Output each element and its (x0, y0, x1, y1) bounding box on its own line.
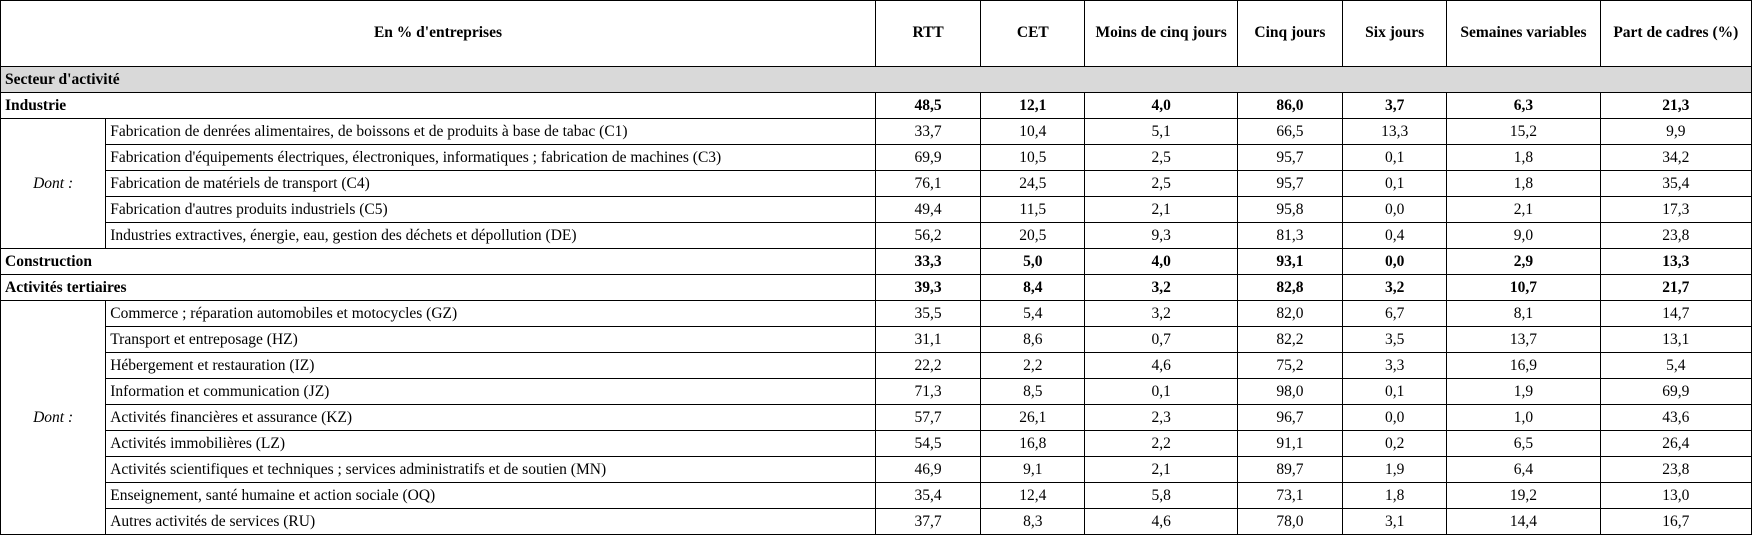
value-cell: 54,5 (875, 431, 980, 457)
section-label: Secteur d'activité (1, 67, 1752, 93)
header-cell: Semaines variables (1447, 1, 1600, 67)
row-label: Information et communication (JZ) (106, 379, 876, 405)
value-cell: 93,1 (1237, 249, 1342, 275)
value-cell: 0,0 (1343, 405, 1447, 431)
value-cell: 2,1 (1085, 197, 1237, 223)
sector-label: Activités tertiaires (1, 275, 876, 301)
value-cell: 3,5 (1343, 327, 1447, 353)
dont-label: Dont : (1, 119, 106, 249)
value-cell: 1,8 (1343, 483, 1447, 509)
table-row (1, 353, 1752, 379)
total-row (1, 93, 1752, 119)
value-cell: 5,1 (1085, 119, 1237, 145)
value-cell: 2,2 (981, 353, 1085, 379)
value-cell: 43,6 (1600, 405, 1751, 431)
value-cell: 9,9 (1600, 119, 1751, 145)
value-cell: 3,2 (1085, 275, 1237, 301)
value-cell: 22,2 (875, 353, 980, 379)
value-cell: 69,9 (1600, 379, 1751, 405)
value-cell: 56,2 (875, 223, 980, 249)
value-cell: 2,3 (1085, 405, 1237, 431)
table-row (1, 457, 1752, 483)
header-cell: Part de cadres (%) (1600, 1, 1751, 67)
value-cell: 24,5 (981, 171, 1085, 197)
value-cell: 82,2 (1237, 327, 1342, 353)
value-cell: 49,4 (875, 197, 980, 223)
value-cell: 82,8 (1237, 275, 1342, 301)
value-cell: 48,5 (875, 93, 980, 119)
value-cell: 1,9 (1343, 457, 1447, 483)
value-cell: 21,7 (1600, 275, 1751, 301)
value-cell: 91,1 (1237, 431, 1342, 457)
table-row (1, 119, 1752, 145)
sector-label: Industrie (1, 93, 876, 119)
value-cell: 0,4 (1343, 223, 1447, 249)
value-cell: 3,1 (1343, 509, 1447, 535)
value-cell: 0,1 (1343, 171, 1447, 197)
value-cell: 16,9 (1447, 353, 1600, 379)
value-cell: 10,4 (981, 119, 1085, 145)
table-row (1, 379, 1752, 405)
row-label: Industries extractives, énergie, eau, gestion des déchets et dépollution (DE) (106, 223, 876, 249)
value-cell: 81,3 (1237, 223, 1342, 249)
value-cell: 3,7 (1343, 93, 1447, 119)
value-cell: 12,4 (981, 483, 1085, 509)
value-cell: 35,4 (875, 483, 980, 509)
value-cell: 6,3 (1447, 93, 1600, 119)
value-cell: 12,1 (981, 93, 1085, 119)
table-row (1, 431, 1752, 457)
value-cell: 8,4 (981, 275, 1085, 301)
value-cell: 8,1 (1447, 301, 1600, 327)
value-cell: 0,0 (1343, 197, 1447, 223)
value-cell: 71,3 (875, 379, 980, 405)
value-cell: 4,6 (1085, 353, 1237, 379)
value-cell: 26,4 (1600, 431, 1751, 457)
value-cell: 3,2 (1085, 301, 1237, 327)
table-row (1, 327, 1752, 353)
value-cell: 26,1 (981, 405, 1085, 431)
value-cell: 9,3 (1085, 223, 1237, 249)
row-label: Fabrication d'autres produits industriels (C5) (106, 197, 876, 223)
value-cell: 1,0 (1447, 405, 1600, 431)
value-cell: 89,7 (1237, 457, 1342, 483)
value-cell: 23,8 (1600, 457, 1751, 483)
value-cell: 4,0 (1085, 249, 1237, 275)
header-corner-cell: En % d'entreprises (1, 1, 876, 67)
row-label: Activités immobilières (LZ) (106, 431, 876, 457)
value-cell: 16,7 (1600, 509, 1751, 535)
value-cell: 2,5 (1085, 145, 1237, 171)
value-cell: 96,7 (1237, 405, 1342, 431)
value-cell: 46,9 (875, 457, 980, 483)
value-cell: 21,3 (1600, 93, 1751, 119)
table-row (1, 483, 1752, 509)
value-cell: 82,0 (1237, 301, 1342, 327)
value-cell: 2,1 (1085, 457, 1237, 483)
table-row (1, 301, 1752, 327)
value-cell: 95,7 (1237, 171, 1342, 197)
value-cell: 8,5 (981, 379, 1085, 405)
value-cell: 8,3 (981, 509, 1085, 535)
value-cell: 4,0 (1085, 93, 1237, 119)
value-cell: 0,2 (1343, 431, 1447, 457)
row-label: Enseignement, santé humaine et action sociale (OQ) (106, 483, 876, 509)
value-cell: 1,8 (1447, 145, 1600, 171)
value-cell: 33,3 (875, 249, 980, 275)
table-row (1, 171, 1752, 197)
value-cell: 95,8 (1237, 197, 1342, 223)
section-row (1, 67, 1752, 93)
value-cell: 16,8 (981, 431, 1085, 457)
value-cell: 19,2 (1447, 483, 1600, 509)
value-cell: 0,7 (1085, 327, 1237, 353)
value-cell: 13,1 (1600, 327, 1751, 353)
value-cell: 86,0 (1237, 93, 1342, 119)
value-cell: 4,6 (1085, 509, 1237, 535)
value-cell: 31,1 (875, 327, 980, 353)
value-cell: 2,2 (1085, 431, 1237, 457)
value-cell: 8,6 (981, 327, 1085, 353)
value-cell: 3,2 (1343, 275, 1447, 301)
row-label: Fabrication d'équipements électriques, électroniques, informatiques ; fabrication de machines (C3) (106, 145, 876, 171)
header-cell: CET (981, 1, 1085, 67)
value-cell: 98,0 (1237, 379, 1342, 405)
value-cell: 1,8 (1447, 171, 1600, 197)
row-label: Hébergement et restauration (IZ) (106, 353, 876, 379)
value-cell: 14,7 (1600, 301, 1751, 327)
value-cell: 95,7 (1237, 145, 1342, 171)
value-cell: 15,2 (1447, 119, 1600, 145)
value-cell: 2,1 (1447, 197, 1600, 223)
value-cell: 69,9 (875, 145, 980, 171)
table-row (1, 509, 1752, 535)
value-cell: 0,1 (1343, 145, 1447, 171)
table-row (1, 223, 1752, 249)
value-cell: 35,4 (1600, 171, 1751, 197)
value-cell: 78,0 (1237, 509, 1342, 535)
value-cell: 5,8 (1085, 483, 1237, 509)
row-label: Activités financières et assurance (KZ) (106, 405, 876, 431)
value-cell: 34,2 (1600, 145, 1751, 171)
value-cell: 37,7 (875, 509, 980, 535)
value-cell: 5,4 (1600, 353, 1751, 379)
value-cell: 13,3 (1343, 119, 1447, 145)
value-cell: 10,7 (1447, 275, 1600, 301)
value-cell: 14,4 (1447, 509, 1600, 535)
value-cell: 75,2 (1237, 353, 1342, 379)
row-label: Fabrication de matériels de transport (C4) (106, 171, 876, 197)
header-row (1, 1, 1752, 67)
row-label: Commerce ; réparation automobiles et motocycles (GZ) (106, 301, 876, 327)
value-cell: 76,1 (875, 171, 980, 197)
total-row (1, 275, 1752, 301)
value-cell: 5,0 (981, 249, 1085, 275)
value-cell: 3,3 (1343, 353, 1447, 379)
value-cell: 66,5 (1237, 119, 1342, 145)
header-cell: RTT (875, 1, 980, 67)
value-cell: 35,5 (875, 301, 980, 327)
value-cell: 57,7 (875, 405, 980, 431)
value-cell: 11,5 (981, 197, 1085, 223)
header-cell: Six jours (1343, 1, 1447, 67)
value-cell: 6,7 (1343, 301, 1447, 327)
value-cell: 13,0 (1600, 483, 1751, 509)
value-cell: 9,0 (1447, 223, 1600, 249)
total-row (1, 249, 1752, 275)
value-cell: 0,1 (1343, 379, 1447, 405)
header-cell: Moins de cinq jours (1085, 1, 1237, 67)
row-label: Transport et entreposage (HZ) (106, 327, 876, 353)
row-label: Activités scientifiques et techniques ; services administratifs et de soutien (MN) (106, 457, 876, 483)
value-cell: 13,3 (1600, 249, 1751, 275)
table-row (1, 145, 1752, 171)
value-cell: 2,5 (1085, 171, 1237, 197)
value-cell: 33,7 (875, 119, 980, 145)
value-cell: 17,3 (1600, 197, 1751, 223)
value-cell: 2,9 (1447, 249, 1600, 275)
row-label: Fabrication de denrées alimentaires, de boissons et de produits à base de tabac (C1) (106, 119, 876, 145)
value-cell: 39,3 (875, 275, 980, 301)
value-cell: 0,1 (1085, 379, 1237, 405)
value-cell: 0,0 (1343, 249, 1447, 275)
value-cell: 10,5 (981, 145, 1085, 171)
sector-label: Construction (1, 249, 876, 275)
value-cell: 9,1 (981, 457, 1085, 483)
table-row (1, 405, 1752, 431)
value-cell: 6,5 (1447, 431, 1600, 457)
value-cell: 6,4 (1447, 457, 1600, 483)
value-cell: 13,7 (1447, 327, 1600, 353)
value-cell: 73,1 (1237, 483, 1342, 509)
value-cell: 5,4 (981, 301, 1085, 327)
header-cell: Cinq jours (1237, 1, 1342, 67)
value-cell: 1,9 (1447, 379, 1600, 405)
value-cell: 20,5 (981, 223, 1085, 249)
table-row (1, 197, 1752, 223)
dont-label: Dont : (1, 301, 106, 535)
value-cell: 23,8 (1600, 223, 1751, 249)
row-label: Autres activités de services (RU) (106, 509, 876, 535)
